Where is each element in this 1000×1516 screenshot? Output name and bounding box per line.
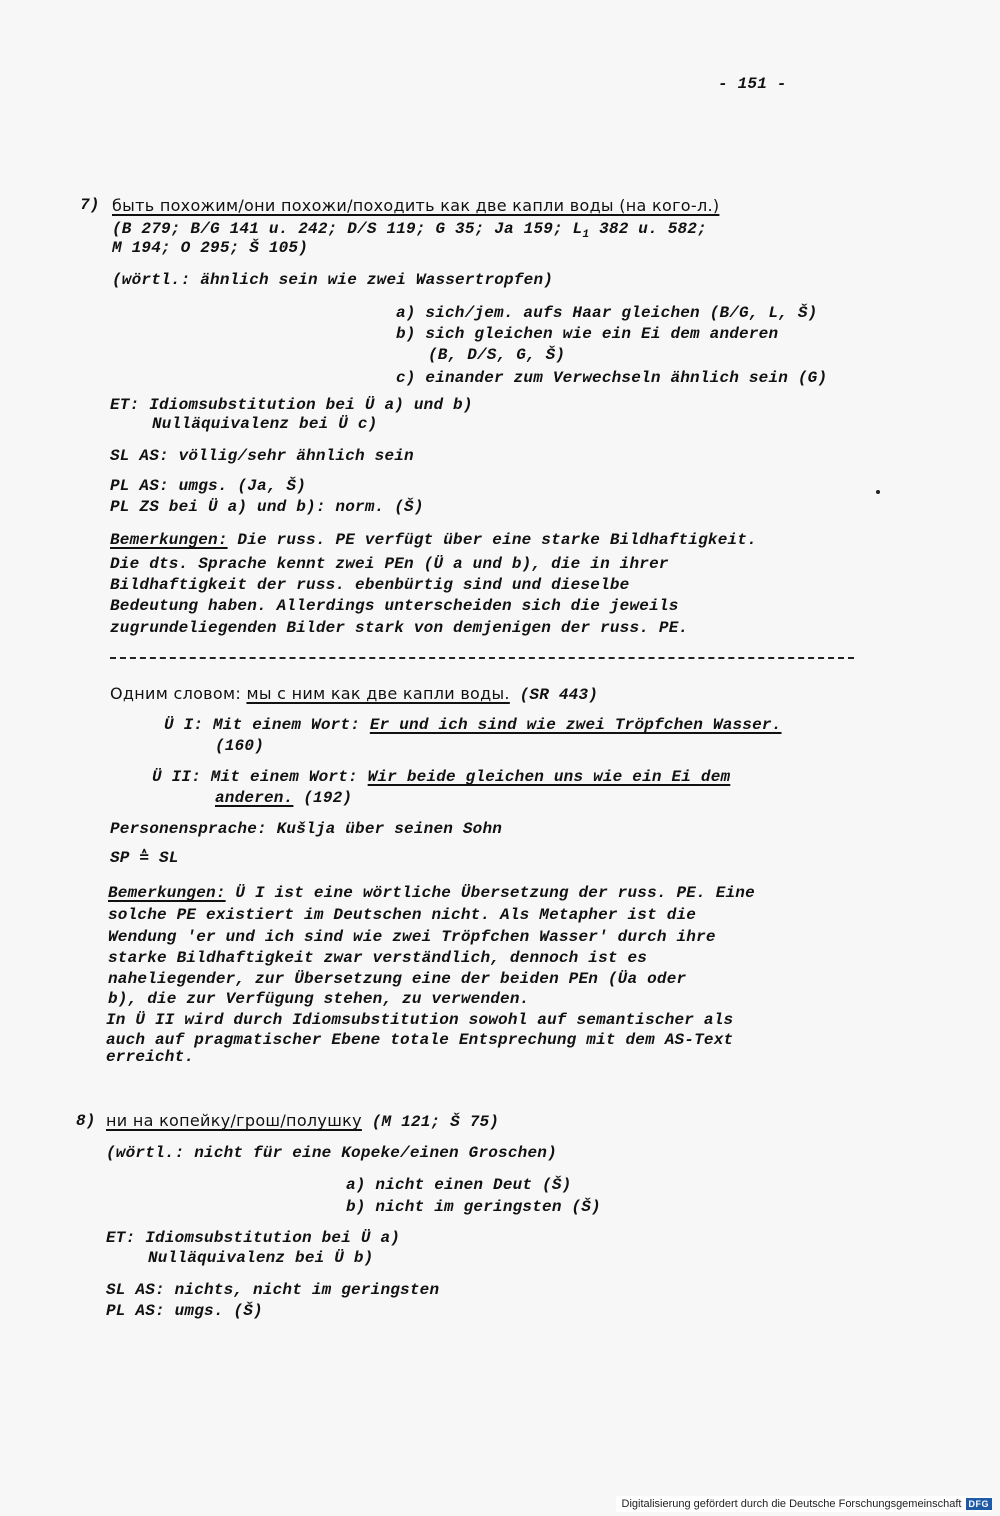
refs-subscript: 1 bbox=[582, 229, 590, 242]
translation-1-text: Er und ich sind wie zwei Tröpfchen Wasser. bbox=[369, 716, 782, 734]
dashed-separator bbox=[110, 657, 854, 659]
entry-7-remarks2-line6: b), die zur Verfügung stehen, zu verwenden. bbox=[108, 990, 530, 1008]
entry-7-equivalent-c: c) einander zum Verwechseln ähnlich sein (G) bbox=[396, 369, 828, 387]
page-number: - 151 - bbox=[718, 75, 787, 93]
entry-8-equivalent-a: a) nicht einen Deut (Š) bbox=[346, 1176, 572, 1194]
entry-8-et-line1: ET: Idiomsubstitution bei Ü a) bbox=[106, 1229, 401, 1247]
entry-7-remarks2-line9: erreicht. bbox=[106, 1048, 195, 1066]
entry-7-sl-as: SL AS: völlig/sehr ähnlich sein bbox=[110, 447, 414, 465]
entry-7-headword: быть похожим/они похожи/походить как две капли воды (на кого-л.) bbox=[112, 196, 720, 215]
remarks2-text: Ü I ist eine wörtliche Übersetzung der russ. PE. Eine bbox=[225, 884, 755, 902]
translation-2-cont bbox=[215, 788, 352, 808]
dfg-logo-icon: DFG bbox=[966, 1498, 993, 1510]
speck-mark bbox=[876, 490, 880, 494]
entry-7-remarks2-line1 bbox=[108, 883, 755, 903]
example-phrase: мы с ним как две капли воды. bbox=[246, 684, 510, 703]
entry-7-pl-as: PL AS: umgs. (Ja, Š) bbox=[110, 477, 307, 495]
translation-1-page: (160) bbox=[215, 737, 265, 755]
entry-7-remarks-line1 bbox=[110, 530, 757, 550]
entry-8-et-line2: Nulläquivalenz bei Ü b) bbox=[148, 1249, 374, 1267]
entry-8-equivalent-b: b) nicht im geringsten (Š) bbox=[346, 1198, 601, 1216]
translation-2-text2: anderen. bbox=[215, 789, 294, 807]
entry-7-et-line1: ET: Idiomsubstitution bei Ü a) und b) bbox=[110, 396, 473, 414]
translation-2-page: (192) bbox=[293, 789, 353, 807]
persons-speech: Personensprache: Kušlja über seinen Sohn bbox=[110, 820, 503, 838]
entry-8-headline bbox=[106, 1111, 499, 1132]
entry-7-remarks2-line3: Wendung 'er und ich sind wie zwei Tröpfchen Wasser' durch ihre bbox=[108, 928, 716, 946]
digitization-footer bbox=[616, 1496, 992, 1512]
entry-7-et-line2: Nulläquivalenz bei Ü c) bbox=[152, 415, 378, 433]
translation-2 bbox=[152, 767, 730, 787]
entry-7-remarks-line3: Bildhaftigkeit der russ. ebenbürtig sind und dieselbe bbox=[110, 576, 630, 594]
entry-7-pl-zs: PL ZS bei Ü a) und b): norm. (Š) bbox=[110, 498, 424, 516]
remarks-label: Bemerkungen: bbox=[110, 531, 228, 549]
entry-7-remarks-line2: Die dts. Sprache kennt zwei PEn (Ü a und b), die in ihrer bbox=[110, 555, 669, 573]
example-sentence bbox=[110, 684, 598, 705]
remarks-text: Die russ. PE verfügt über eine starke Bildhaftigkeit. bbox=[227, 531, 757, 549]
entry-7-literal: (wörtl.: ähnlich sein wie zwei Wassertropfen) bbox=[112, 271, 554, 289]
entry-7-remarks2-line2: solche PE existiert im Deutschen nicht. Als Metapher ist die bbox=[108, 906, 697, 924]
entry-7-remarks2-line7: In Ü II wird durch Idiomsubstitution sowohl auf semantischer als bbox=[106, 1011, 734, 1029]
translation-1-label: Ü I: Mit einem Wort: bbox=[164, 716, 370, 734]
entry-7-remarks2-line8: auch auf pragmatischer Ebene totale Entsprechung mit dem AS-Text bbox=[106, 1031, 734, 1049]
translation-2-text: Wir beide gleichen uns wie ein Ei dem bbox=[367, 768, 731, 786]
entry-8-references: (M 121; Š 75) bbox=[361, 1113, 500, 1131]
entry-7-references-line2: M 194; O 295; Š 105) bbox=[112, 239, 309, 257]
entry-7-remarks-line4: Bedeutung haben. Allerdings unterscheiden sich die jeweils bbox=[110, 597, 679, 615]
entry-7-equivalent-b-sources: (B, D/S, G, Š) bbox=[428, 346, 566, 364]
sp-sl: SP ≙ SL bbox=[110, 849, 179, 867]
entry-7-remarks2-line5: naheliegender, zur Übersetzung eine der beiden PEn (Üa oder bbox=[108, 970, 687, 988]
translation-2-label: Ü II: Mit einem Wort: bbox=[152, 768, 368, 786]
entry-8-number: 8) bbox=[76, 1112, 96, 1130]
remarks2-label: Bemerkungen: bbox=[108, 884, 226, 902]
entry-8-sl-as: SL AS: nichts, nicht im geringsten bbox=[106, 1281, 440, 1299]
entry-7-remarks-line5: zugrundeliegenden Bilder stark von demjenigen der russ. PE. bbox=[110, 619, 689, 637]
entry-8-literal: (wörtl.: nicht für eine Kopeke/einen Groschen) bbox=[106, 1144, 557, 1162]
footer-text: Digitalisierung gefördert durch die Deutsche Forschungsgemeinschaft bbox=[621, 1498, 962, 1510]
refs-part-a: (B 279; B/G 141 u. 242; D/S 119; G 35; Ja 159; L bbox=[112, 220, 583, 238]
entry-8-headword: ни на копейку/грош/полушку bbox=[106, 1111, 362, 1130]
entry-7-number: 7) bbox=[80, 196, 100, 214]
example-source: (SR 443) bbox=[509, 686, 599, 704]
example-intro: Одним словом: bbox=[110, 684, 247, 703]
translation-1 bbox=[164, 715, 782, 735]
entry-7-remarks2-line4: starke Bildhaftigkeit zwar verständlich, dennoch ist es bbox=[108, 949, 648, 967]
entry-7-equivalent-a: a) sich/jem. aufs Haar gleichen (B/G, L, Š) bbox=[396, 304, 818, 322]
entry-7-equivalent-b: b) sich gleichen wie ein Ei dem anderen bbox=[396, 325, 779, 343]
refs-part-b: 382 u. 582; bbox=[589, 220, 707, 238]
entry-8-pl-as: PL AS: umgs. (Š) bbox=[106, 1302, 263, 1320]
